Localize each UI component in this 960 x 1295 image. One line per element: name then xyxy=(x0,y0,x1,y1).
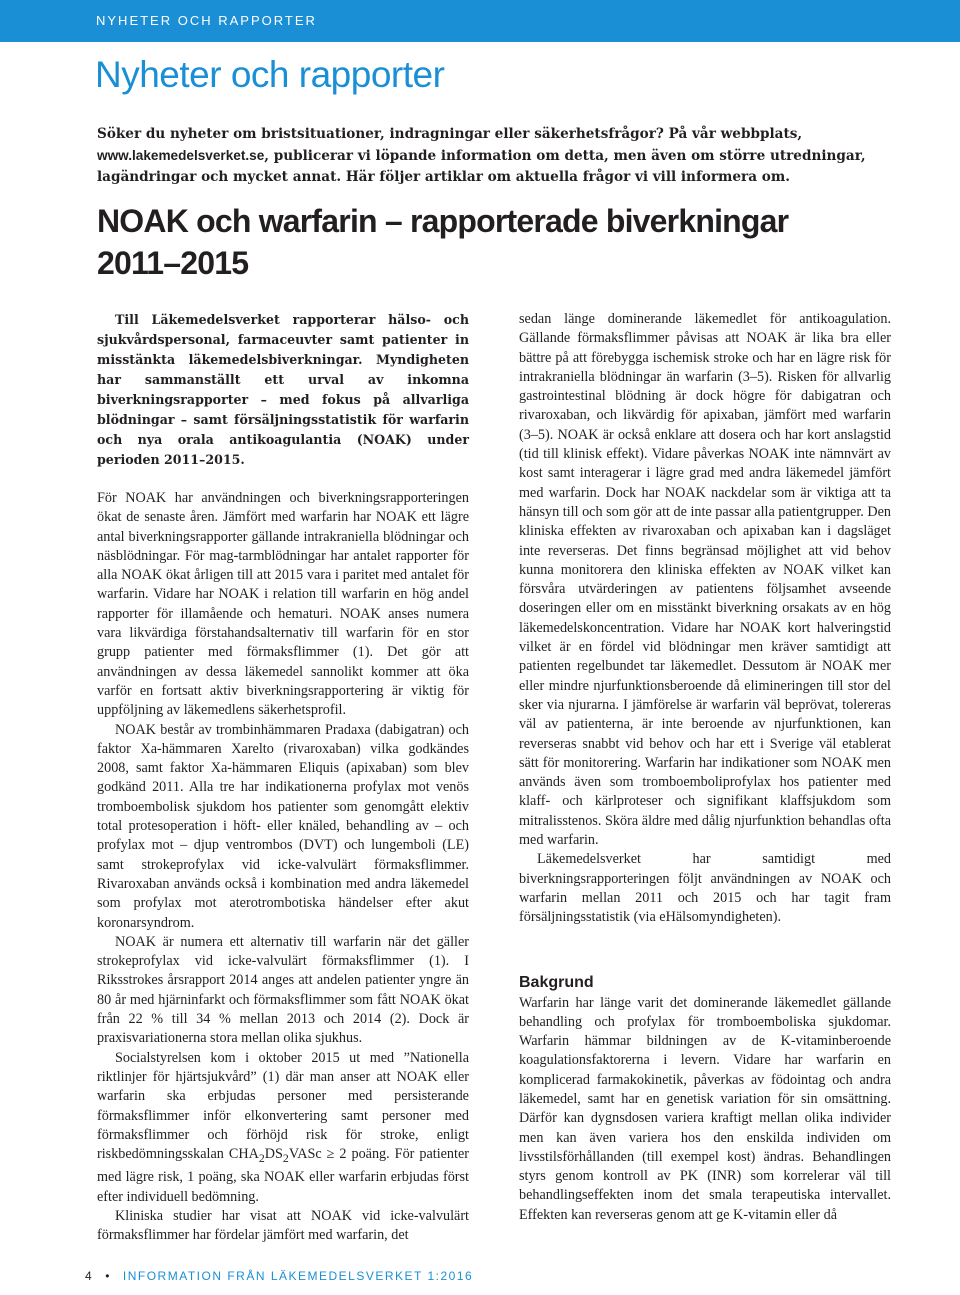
intro-after-url: , publicerar vi löpande information om detta, men även om större utredningar, lagändringar och mycket annat. Här följer artiklar om aktuella frågor vi vill informera om. xyxy=(97,148,866,185)
subscript: 2 xyxy=(282,1150,289,1165)
intro-before-url: Söker du nyheter om bristsituationer, indragningar eller säkerhetsfrågor? På vår webbplats, xyxy=(97,126,803,142)
article-paragraph-socialstyrelsen xyxy=(97,1049,469,1207)
intro-text xyxy=(97,124,897,188)
article-title: NOAK och warfarin – rapporterade biverkningar 2011–2015 xyxy=(97,203,789,281)
social-text-before: Socialstyrelsen kom i oktober 2015 ut med ”Nationella riktlinjer för hjärtsjukvård” (1) där man anser att NOAK eller warfarin ska erbjudas personer med persisterande förmaksflimmer inför elkonvertering samt personer med förmaksflimmer och förhöjd risk för stroke, enligt riskbedömningsskalan CHA xyxy=(97,1049,469,1163)
social-text-after: VASc ≥ 2 poäng. För patienter med lägre risk, 1 poäng, ska NOAK eller warfarin erbjudas först efter individuell bedömning. xyxy=(97,1146,469,1205)
page-number: 4 xyxy=(85,1269,94,1283)
article-column-left xyxy=(97,310,469,1245)
publication-name: INFORMATION FRÅN LÄKEMEDELSVERKET 1:2016 xyxy=(122,1269,474,1283)
article-paragraph: Läkemedelsverket har samtidigt med biverkningsrapporteringen följt användningen av NOAK och warfarin mellan 2011 och 2015 och har tagit fram försäljningsstatistik (via eHälsomyndigheten). xyxy=(519,851,891,926)
article-column-right xyxy=(519,310,891,1225)
website-link[interactable]: www.lakemedelsverket.se xyxy=(97,148,265,163)
section-header-bar xyxy=(0,0,960,42)
background-paragraph: Warfarin har länge varit det dominerande läkemedlet gällande behandling och profylax för tromboemboliska sjukdomar. Warfarin hämmar bildningen av de K-vitaminberoende koagulationsfaktorerna i levern. Vidare har warfarin en komplicerad farmakokinetik, påverkas av födointag och andra läkemedel, samt har en genetisk variation för sin omsättning. Därför kan dygnsdosen variera kraftigt mellan olika individer men kan även variera hos den enskilda individen om livsstilsförhållanden (till exempel kost) ändras. Behandlingen styrs genom kontroll av PK (INR) som korrelerar väl till behandlingseffekten inom det smala terapeutiska intervallet. Effekten kan reverseras genom att ge K-vitamin eller då xyxy=(519,994,891,1223)
article-paragraph: sedan länge dominerande läkemedlet för antikoagulation. Gällande förmaksflimmer påvisas att NOAK är lika bra eller bättre på att förebygga ischemisk stroke och har en lägre risk för intrakraniella blödningar än warfarin (3–5). Risken för allvarlig gastrointestinal blödning är dock högre för dabigatran och rivaroxaban, och likvärdig för apixaban, jämfört med warfarin (3–5). NOAK är också enklare att dosera och har kort anslagstid (tid till klinisk effekt). Vidare påverkas NOAK inte nämnvärt av kost samt interagerar i lägre grad med andra läkemedel jämfört med warfarin. Dock har NOAK nackdelar som är viktiga att ta hänsyn till och som gör att de inte passar alla patientgrupper. Den kliniska effekten av rivaroxaban och apixaban kan i dagsläget inte reverseras. Det finns begränsad möjlighet att vid behov kunna monitorera den kliniska effekten av NOAK vilket kan försvåra utvärderingen av patientens följsamhet avseende doseringen eller om en misstänkt biverkning orsakats av en hög läkemedelskoncentration. Vidare har NOAK kort halveringstid vilket är en fördel vid blödningar men kräver samtidigt att patienten regelbundet tar läkemedlet. Dessutom är NOAK mer eller mindre njurfunktionsberoende då elimineringen till stor del sker via njurarna. I jämförelse är warfarin väl beprövat, tolereras väl av patienterna, är inte beroende av njurfunktionen, kan reverseras snabbt vid behov och har ett i Sverige väl etablerat sätt för monitorering. Warfarin har indikationer som NOAK men används även som tromboemboliprofylax hos patienter med klaff- och kärlproteser och signifikant klaffsjukdom som mitralisstenos. Sköra äldre med dålig njurfunktion behandlas ofta med warfarin. xyxy=(519,311,891,849)
page-title: Nyheter och rapporter xyxy=(95,54,445,95)
page-footer xyxy=(85,1269,473,1283)
section-label: NYHETER OCH RAPPORTER xyxy=(96,13,317,28)
article-lead: Till Läkemedelsverket rapporterar hälso- och sjukvårdspersonal, farmaceuvter samt patienter in misstänkta läkemedelsbiverkningar. Myndigheten har sammanställt ett urval av inkomna biverkningsrapporter – med fokus på allvarliga blödningar – samt försäljningsstatistik för warfarin och nya orala antikoagulantia (NOAK) under perioden 2011–2015. xyxy=(97,312,469,467)
background-heading: Bakgrund xyxy=(519,973,594,991)
article-paragraph: Kliniska studier har visat att NOAK vid icke-valvulärt förmaksflimmer har fördelar jämfört med warfarin, det xyxy=(97,1207,469,1244)
bullet-separator-icon: • xyxy=(105,1269,111,1283)
article-paragraph: NOAK är numera ett alternativ till warfarin när det gäller strokeprofylax vid icke-valvulärt förmaksflimmer (1). I Riksstrokes årsrapport 2014 anges att andelen patienter yngre än 80 år med hjärninfarkt och förmaksflimmer som fått NOAK ökat från 22 % till 34 % mellan 2013 och 2014 (2). Dock är praxisvariationerna stora mellan olika sjukhus. xyxy=(97,933,469,1047)
subscript: 2 xyxy=(258,1150,265,1165)
article-paragraph: NOAK består av trombinhämmaren Pradaxa (dabigatran) och faktor Xa-hämmaren Xarelto (rivaroxaban) vilka godkändes 2008, samt faktor Xa-hämmaren Eliquis (apixaban) som blev godkänd 2011. Alla tre har indikationerna profylax mot venös tromboembolisk sjukdom hos patienter som genomgått elektiv total protesoperation i höft- eller knäled, behandling av – och profylax mot – djup ventrombos (DVT) och lungemboli (LE) samt strokeprofylax vid icke-valvulärt förmaksflimmer. Rivaroxaban används också i kombination med andra läkemedel som profylax mot aterotrombotiska händelser efter akut koronarsyndrom. xyxy=(97,721,469,931)
article-paragraph: För NOAK har användningen och biverkningsrapporteringen ökat de senaste åren. Jämfört med warfarin har NOAK ett lägre antal biverkningsrapporter gällande intrakraniella blödningar och näsblödningar. För mag-tarmblödningar har antalet rapporter för alla NOAK ökat årligen till att 2015 vara i paritet med antalet för warfarin. Vidare har NOAK i relation till warfarin en hög andel rapporter för illamående och hematuri. NOAK anses numera vara likvärdiga förstahandsalternativ till warfarin för en stor grupp patienter med förmaksflimmer (1). Det gör att användningen av dessa läkemedel sannolikt kommer att öka varför en fortsatt aktiv biverkningsrapportering är viktig för uppföljning av läkemedlens säkerhetsprofil. xyxy=(97,490,469,719)
social-text-mid: DS xyxy=(264,1146,283,1163)
